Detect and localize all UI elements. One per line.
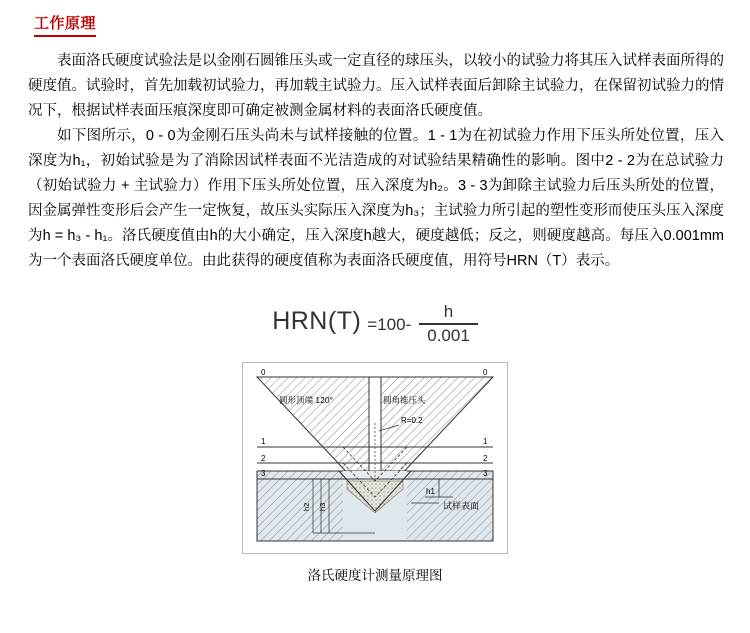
- label-radius: R=0.2: [401, 415, 423, 425]
- label-level3-right: 3: [483, 468, 488, 478]
- formula-fraction: [419, 302, 478, 346]
- label-level1-left: 1: [261, 436, 266, 446]
- figure-caption: 洛氏硬度计测量原理图: [307, 567, 443, 583]
- label-cone-left: 圆形顶端 120°: [279, 394, 333, 405]
- label-surface: 试样表面: [443, 500, 480, 511]
- paragraph-1: 表面洛氏硬度试验法是以金刚石圆锥压头或一定直径的球压头，以较小的试验力将其压入试样表面所得的硬度值。试验时，首先加载初试验力，再加载主试验力。压入试样表面后卸除主试验力，在保留初试验力的情况下，根据试样表面压痕深度即可确定被测金属材料的表面洛氏硬度值。: [28, 53, 724, 119]
- paragraph-2: 如下图所示，0 - 0为金刚石压头尚未与试样接触的位置。1 - 1为在初试验力作用下压头所处位置，压入深度为h₁，初始试验是为了消除因试样表面不光洁造成的对试验结果精确性的影响。图中2 - 2为在总试验力（初始试验力 + 主试验力）作用下压头所处位置，压入深度为h₂。3 - 3为卸除主试验力后压头所处的位置，因金属弹性变形后会产生一定恢复，故压头实际压入深度为h₃；主试验力所引起的塑性变形而使压头压入深度为h = h₃ - h₁。洛氏硬度值由h的大小确定，压入深度h越大，硬度越低；反之，则硬度越高。每压入0.001mm为一个表面洛氏硬度单位。由此获得的硬度值称为表面洛氏硬度值，用符号HRN（T）表示。: [28, 128, 724, 269]
- formula-equals: =100-: [367, 314, 412, 334]
- label-level2-left: 2: [261, 453, 266, 463]
- label-level2-right: 2: [483, 453, 488, 463]
- label-level1-right: 1: [483, 436, 488, 446]
- body-text: [28, 49, 724, 274]
- label-h3: h3: [318, 502, 327, 511]
- formula-block: [14, 300, 736, 344]
- label-level3-left: 3: [261, 468, 266, 478]
- diagram-svg: [243, 363, 507, 553]
- figure-wrapper: [14, 362, 736, 584]
- formula-denominator: 0.001: [427, 325, 470, 345]
- label-h1: h1: [426, 486, 435, 496]
- formula-lhs: HRN(T): [272, 307, 362, 336]
- label-top-right: 0: [483, 367, 488, 377]
- label-top-left: 0: [261, 367, 266, 377]
- formula-numerator: h: [443, 302, 454, 321]
- label-cone-right: 圆角锥压头: [383, 394, 426, 405]
- principle-diagram: [242, 362, 508, 554]
- page-title: 工作原理: [34, 14, 96, 37]
- label-h2: h2: [302, 502, 311, 511]
